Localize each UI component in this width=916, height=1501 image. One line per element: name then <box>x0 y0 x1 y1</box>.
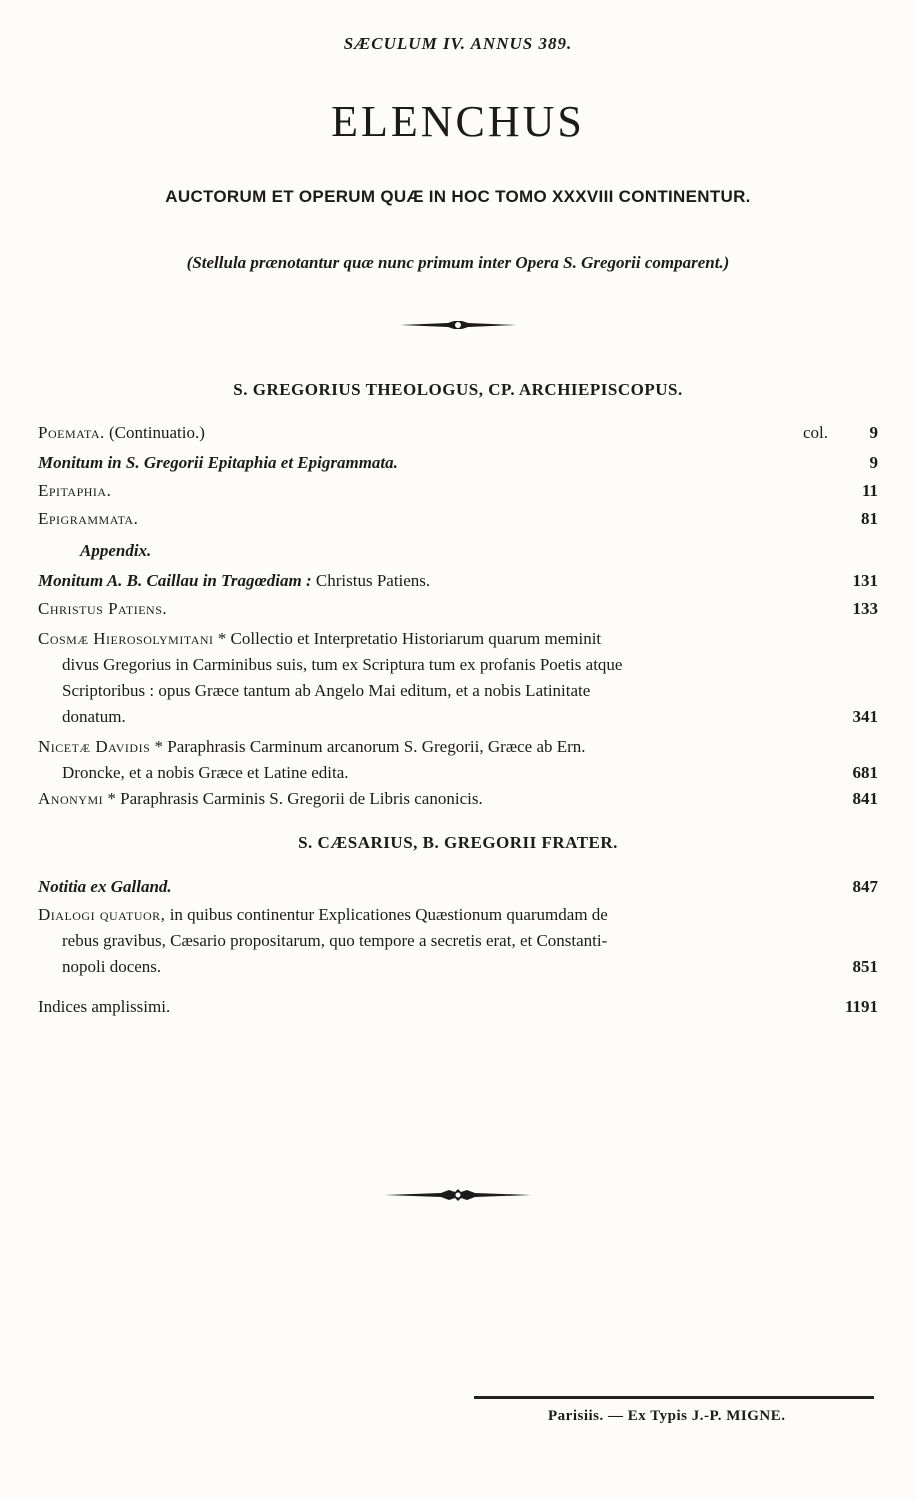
entry-text: * Paraphrasis Carminum arcanorum S. Gregorii, Græce ab Ern. <box>150 737 586 756</box>
toc-entry-indices <box>38 994 878 1020</box>
toc-entry-dialogi <box>38 902 878 980</box>
imprint: Parisiis. — Ex Typis J.-P. MIGNE. <box>548 1408 786 1424</box>
page-number: 1191 <box>844 997 878 1016</box>
toc-entry-cosmas <box>38 626 878 730</box>
toc-entry-poemata <box>38 420 878 446</box>
subtitle: AUCTORUM ET OPERUM QUÆ IN HOC TOMO XXXVIII CONTINENTUR. <box>165 187 751 206</box>
entry-continuation: divus Gregorius in Carminibus suis, tum ex Scriptura tum ex profanis Poetis atque <box>62 655 623 674</box>
entry-lead: Dialogi quatuor, <box>38 905 166 924</box>
imprint-rule <box>474 1396 874 1399</box>
running-head: SÆCULUM IV. ANNUS 389. <box>343 34 573 53</box>
entry-continuation: nopoli docens. <box>62 957 162 976</box>
entry-continuation: rebus gravibus, Cæsario propositarum, quo tempore a secretis erat, et Constanti- <box>62 931 608 950</box>
entry-lead: Epitaphia. <box>38 481 112 500</box>
page-number: 9 <box>869 453 878 472</box>
entry-lead: Cosmæ Hierosolymitani <box>38 629 214 648</box>
entry-lead: Nicetæ Davidis <box>38 737 151 756</box>
ornament-divider-bottom <box>0 1186 916 1209</box>
page-number: 841 <box>852 789 878 808</box>
toc-entry-nicetas <box>38 734 878 786</box>
entry-text: Notitia ex Galland. <box>38 877 172 896</box>
entry-lead: Anonymi <box>38 789 104 808</box>
entry-italic: Monitum A. B. Caillau in Tragœdiam : <box>38 571 312 590</box>
page-number: 847 <box>852 877 878 896</box>
toc-entry-anonymi <box>38 786 878 812</box>
page-number: 131 <box>852 571 878 590</box>
page-number: 341 <box>852 707 878 726</box>
page-number: 851 <box>852 957 878 976</box>
toc-entry-monitum <box>38 450 878 476</box>
toc-entry-epitaphia <box>38 478 878 504</box>
page-number: 9 <box>869 423 878 442</box>
page-title: ELENCHUS <box>331 97 585 146</box>
entry-text: Monitum in S. Gregorii Epitaphia et Epigrammata. <box>38 453 398 472</box>
entry-text: Indices amplissimi. <box>38 997 171 1016</box>
toc-entry-notitia <box>38 874 878 900</box>
ornament-divider-top <box>0 316 916 339</box>
entry-lead: Poemata. <box>38 423 105 442</box>
toc-entry-appendix <box>38 538 878 564</box>
column-label: col. <box>802 423 828 442</box>
entry-text: Appendix. <box>80 541 152 560</box>
entry-text: Christus Patiens. <box>311 571 431 590</box>
toc-entry-epigrammata <box>38 506 878 532</box>
entry-continuation: Droncke, et a nobis Græce et Latine edita. <box>62 763 349 782</box>
entry-lead: Christus Patiens. <box>38 599 168 618</box>
asterisk-note: (Stellula prænotantur quæ nunc primum inter Opera S. Gregorii comparent.) <box>186 253 730 272</box>
page-number: 81 <box>861 509 878 528</box>
entry-text: * Paraphrasis Carminis S. Gregorii de Libris canonicis. <box>103 789 483 808</box>
page-number: 681 <box>852 763 878 782</box>
entry-continuation: donatum. <box>62 707 126 726</box>
section-heading-gregorius: S. GREGORIUS THEOLOGUS, CP. ARCHIEPISCOPUS. <box>233 380 683 399</box>
section-heading-caesarius: S. CÆSARIUS, B. GREGORII FRATER. <box>298 833 618 852</box>
toc-entry-monitum-caillau <box>38 568 878 594</box>
entry-text: in quibus continentur Explicationes Quæstionum quarumdam de <box>165 905 608 924</box>
page-number: 133 <box>852 599 878 618</box>
entry-text: (Continuatio.) <box>104 423 205 442</box>
entry-continuation: Scriptoribus : opus Græce tantum ab Angelo Mai editum, et a nobis Latinitate <box>62 681 591 700</box>
page-number: 11 <box>861 481 878 500</box>
toc-entry-christus-patiens <box>38 596 878 622</box>
entry-lead: Epigrammata. <box>38 509 139 528</box>
entry-text: * Collectio et Interpretatio Historiarum quarum meminit <box>213 629 602 648</box>
